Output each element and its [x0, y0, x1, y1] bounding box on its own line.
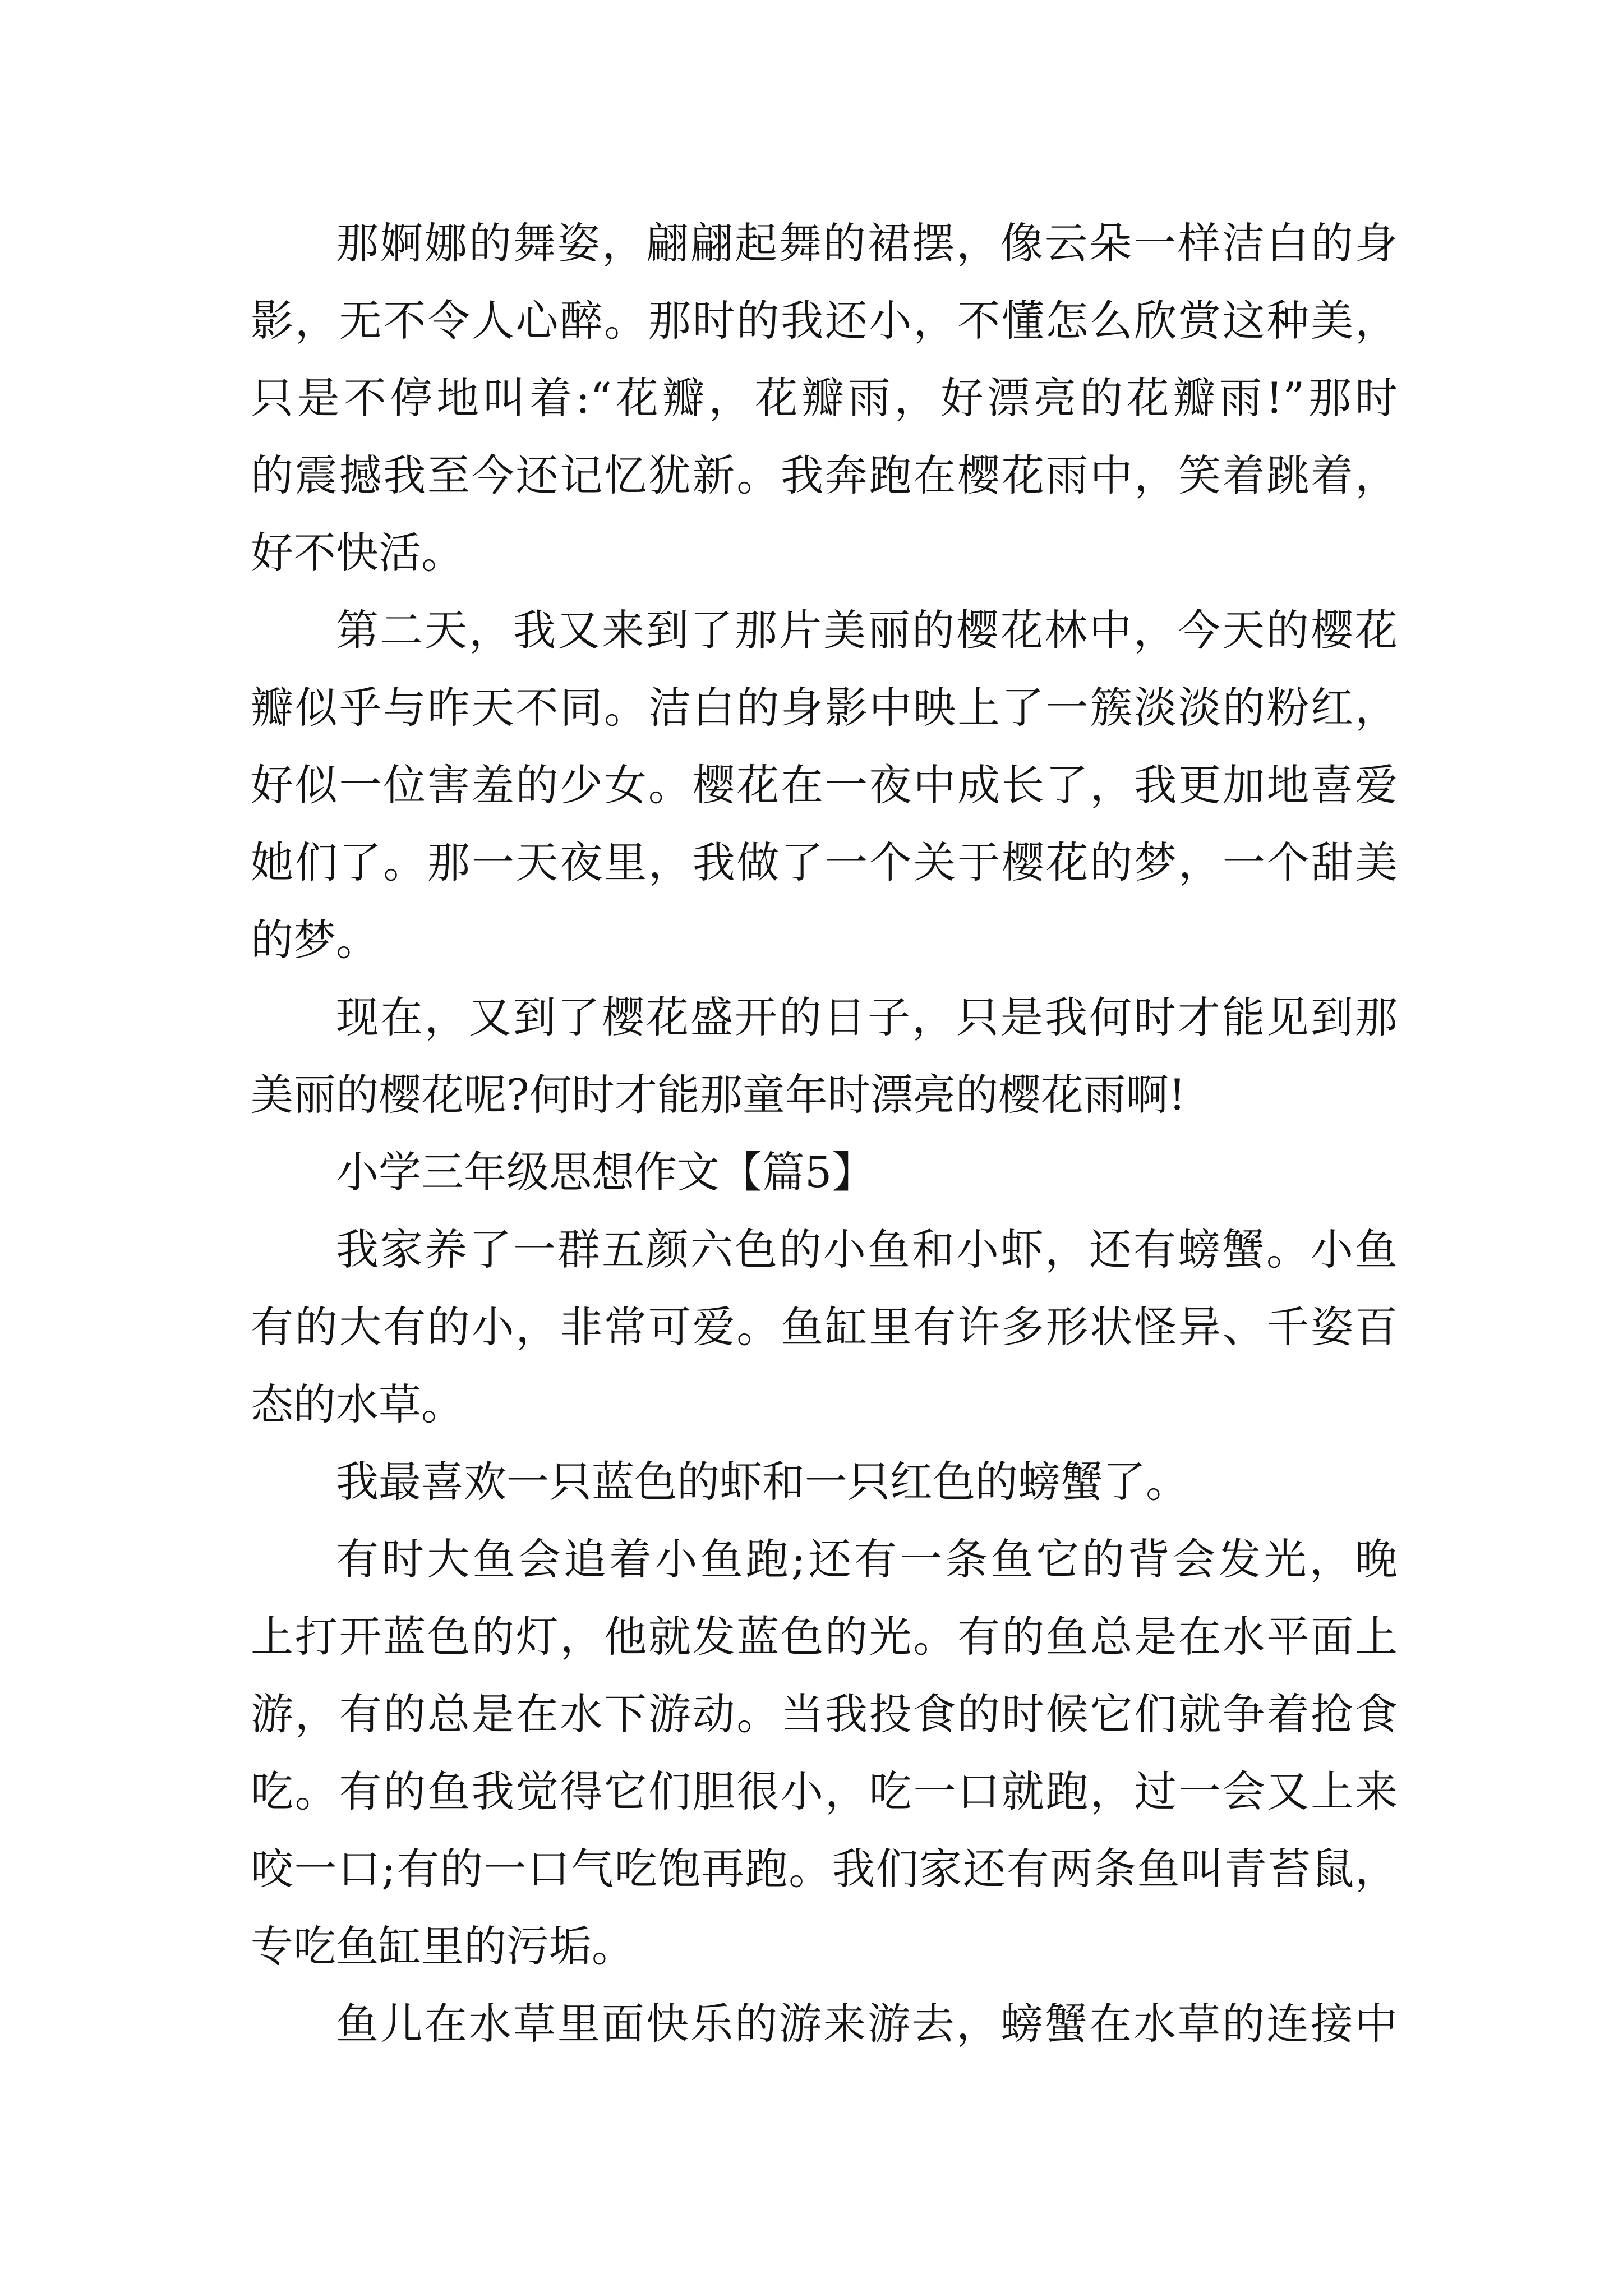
text-line: 有的大有的小，非常可爱。鱼缸里有许多形状怪异、千姿百 — [251, 1302, 1398, 1352]
paragraph — [251, 1985, 1398, 2063]
text-line: 鱼儿在水草里面快乐的游来游去，螃蟹在水草的连接中 — [336, 1999, 1398, 2049]
text-line: 现在，又到了樱花盛开的日子，只是我何时才能见到那 — [336, 992, 1398, 1042]
text-line: 第二天，我又来到了那片美丽的樱花林中，今天的樱花 — [336, 605, 1398, 655]
text-line: 游，有的总是在水下游动。当我投食的时候它们就争着抢食 — [251, 1689, 1398, 1739]
text-line: 影，无不令人心醉。那时的我还小，不懂怎么欣赏这种美， — [251, 296, 1398, 346]
text-line: 那婀娜的舞姿，翩翩起舞的裙摆，像云朵一样洁白的身 — [336, 218, 1398, 268]
paragraph — [251, 1521, 1398, 1985]
text-line: 好不快活。 — [251, 528, 464, 578]
text-line: 我最喜欢一只蓝色的虾和一只红色的螃蟹了。 — [336, 1457, 1188, 1507]
paragraph — [251, 1443, 1398, 1521]
text-line: 好似一位害羞的少女。樱花在一夜中成长了，我更加地喜爱 — [251, 760, 1398, 810]
paragraph — [251, 1211, 1398, 1443]
text-line: 上打开蓝色的灯，他就发蓝色的光。有的鱼总是在水平面上 — [251, 1612, 1398, 1662]
text-line: 态的水草。 — [251, 1379, 464, 1429]
text-line: 的震撼我至今还记忆犹新。我奔跑在樱花雨中，笑着跳着， — [251, 450, 1398, 500]
text-line: 专吃鱼缸里的污垢。 — [251, 1921, 634, 1971]
paragraph — [251, 979, 1398, 1134]
text-line: 吃。有的鱼我觉得它们胆很小，吃一口就跑，过一会又上来 — [251, 1766, 1398, 1816]
text-line: 有时大鱼会追着小鱼跑;还有一条鱼它的背会发光，晚 — [336, 1534, 1398, 1584]
section-heading: 小学三年级思想作文【篇5】 — [336, 1147, 875, 1197]
body-text — [251, 205, 1398, 2063]
text-line: 瓣似乎与昨天不同。洁白的身影中映上了一簇淡淡的粉红， — [251, 683, 1398, 733]
text-line: 只是不停地叫着:“花瓣，花瓣雨，好漂亮的花瓣雨!”那时 — [251, 373, 1398, 423]
text-line: 我家养了一群五颜六色的小鱼和小虾，还有螃蟹。小鱼 — [336, 1225, 1398, 1274]
text-line: 美丽的樱花呢?何时才能那童年时漂亮的樱花雨啊! — [251, 1070, 1186, 1120]
text-line: 咬一口;有的一口气吃饱再跑。我们家还有两条鱼叫青苔鼠， — [251, 1844, 1398, 1894]
paragraph — [251, 592, 1398, 979]
paragraph — [251, 205, 1398, 592]
text-line: 的梦。 — [251, 915, 379, 965]
text-line: 她们了。那一天夜里，我做了一个关于樱花的梦，一个甜美 — [251, 838, 1398, 887]
